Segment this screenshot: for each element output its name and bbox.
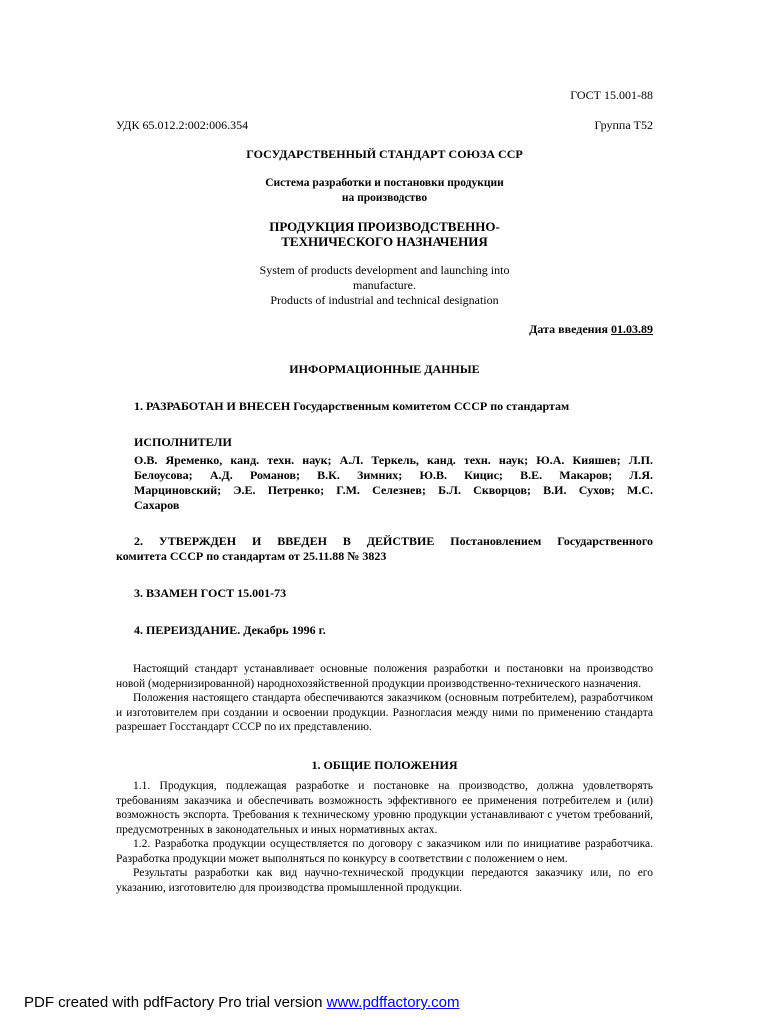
info-heading: ИНФОРМАЦИОННЫЕ ДАННЫЕ: [289, 362, 480, 376]
preamble-paragraph-2: Положения настоящего стандарта обеспечиваются заказчиком (основным потребителем), разработчиком и изготовителем при создании и освоении продукции. Разногласия между ними по применению стандарта разрешает Госстандарт СССР по их представлению.: [116, 692, 653, 733]
intro-date-label: Дата введения: [529, 322, 608, 336]
footer-link[interactable]: www.pdffactory.com: [326, 994, 460, 1011]
info-item-2-line2: комитета СССР по стандартам от 25.11.88 № 3823: [116, 549, 387, 563]
footer-text: PDF created with pdfFactory Pro trial version: [24, 994, 327, 1011]
section-1-paragraph-3: Результаты разработки как вид научно-технической продукции передаются заказчику или, по его указанию, изготовителю для производства промышленной продукции.: [116, 867, 653, 894]
system-title-line1: Система разработки и постановки продукции: [265, 177, 504, 189]
group-code: Группа Т52: [594, 118, 653, 132]
english-title-line2: manufacture.: [353, 278, 416, 292]
pdf-footer: [24, 994, 459, 1011]
intro-date-value: 01.03.89: [611, 322, 653, 336]
preamble-paragraph-1: Настоящий стандарт устанавливает основные положения разработки и постановки на производство новой (модернизированной) народнохозяйственной продукции производственно-технического назначения.: [116, 663, 653, 690]
english-title-line1: System of products development and launching into: [259, 263, 510, 277]
executors-heading: ИСПОЛНИТЕЛИ: [134, 435, 232, 449]
gost-code: ГОСТ 15.001-88: [570, 88, 653, 102]
info-item-4: 4. ПЕРЕИЗДАНИЕ. Декабрь 1996 г.: [134, 623, 326, 637]
section-1-heading: 1. ОБЩИЕ ПОЛОЖЕНИЯ: [311, 758, 458, 772]
executors-line-1: О.В. Яременко, канд. техн. наук; А.Л. Теркель, канд. техн. наук; Ю.А. Кияшев; Л.П.: [134, 453, 653, 467]
executors-line-4: Сахаров: [134, 498, 180, 512]
section-1-body: [116, 779, 653, 895]
english-title-line3: Products of industrial and technical designation: [270, 293, 499, 307]
product-title-line1: ПРОДУКЦИЯ ПРОИЗВОДСТВЕННО-: [269, 219, 500, 234]
intro-date: [529, 322, 653, 337]
udk-code: УДК 65.012.2:002:006.354: [116, 118, 249, 132]
info-item-2-line1: 2. УТВЕРЖДЕН И ВВЕДЕН В ДЕЙСТВИЕ Постановлением Государственного: [134, 534, 653, 548]
section-1-paragraph-2: 1.2. Разработка продукции осуществляется по договору с заказчиком или по инициативе разработчика. Разработка продукции может выполняться по конкурсу в соответствии с положением о нем.: [116, 838, 653, 865]
product-title-line2: ТЕХНИЧЕСКОГО НАЗНАЧЕНИЯ: [281, 234, 488, 249]
preamble: [116, 662, 653, 735]
info-item-3: 3. ВЗАМЕН ГОСТ 15.001-73: [134, 586, 287, 600]
system-title-line2: на производство: [341, 192, 428, 204]
executors-line-2: Белоусова; А.Д. Романов; В.К. Зимних; Ю.В. Кицис; В.Е. Макаров; Л.Я.: [134, 468, 653, 482]
info-item-1: 1. РАЗРАБОТАН И ВНЕСЕН Государственным комитетом СССР по стандартам: [134, 399, 570, 413]
standard-type-title: ГОСУДАРСТВЕННЫЙ СТАНДАРТ СОЮЗА ССР: [246, 147, 523, 161]
executors-line-3: Марциновский; Э.Е. Петренко; Г.М. Селезнев; Б.Л. Скворцов; В.И. Сухов; М.С.: [134, 483, 653, 497]
section-1-paragraph-1: 1.1. Продукция, подлежащая разработке и постановке на производство, должна удовлетворять требованиям заказчика и обеспечивать возможность эффективного ее применения потребителем и (или) возможность экспорта. Требования к техническому уровню продукции устанавливают с учетом требований, предусмотренных в законодательных и иных нормативных актах.: [116, 780, 653, 836]
